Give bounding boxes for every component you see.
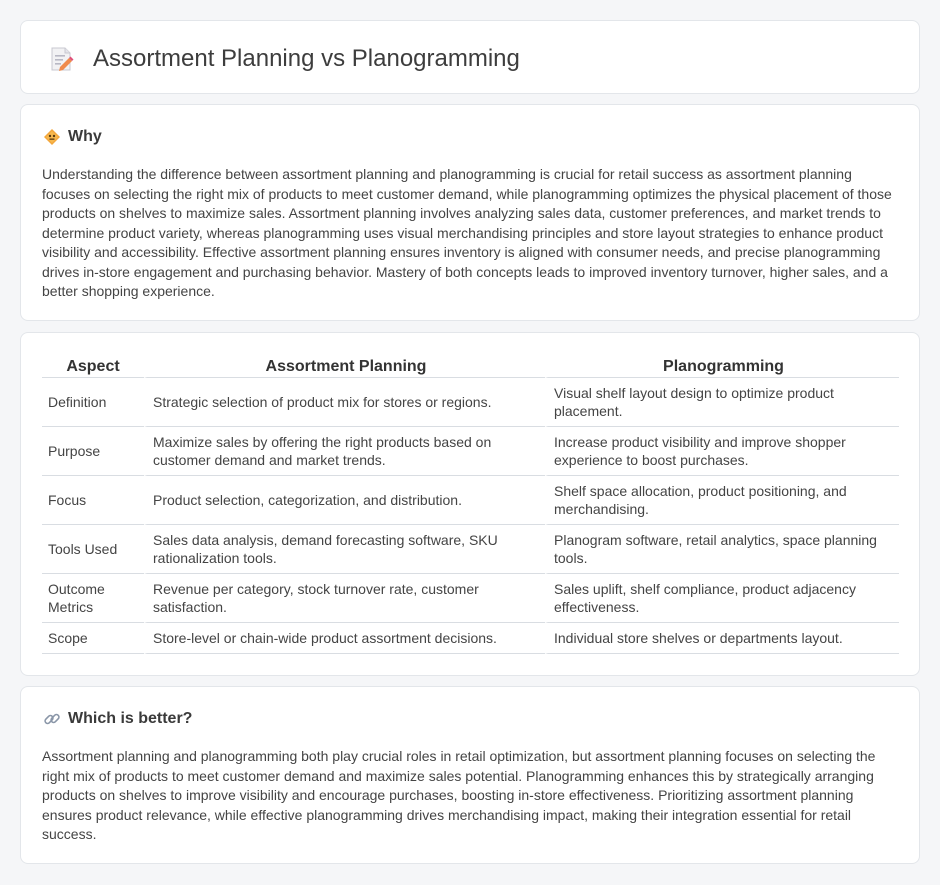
planogram-cell: Visual shelf layout design to optimize product placement. (545, 378, 899, 427)
aspect-cell: Focus (42, 476, 144, 525)
which-is-better-section (20, 686, 920, 864)
aspect-cell: Scope (42, 623, 144, 654)
title-card (20, 20, 920, 94)
table-row (42, 623, 899, 654)
table-row (42, 378, 899, 427)
assortment-cell: Sales data analysis, demand forecasting software, SKU rationalization tools. (144, 525, 545, 574)
title-row (47, 41, 520, 77)
page-title: Assortment Planning vs Planogramming (93, 45, 520, 72)
better-heading-row (43, 707, 192, 731)
table-row (42, 476, 899, 525)
assortment-cell: Revenue per category, stock turnover rate, customer satisfaction. (144, 574, 545, 623)
why-heading-row (43, 125, 102, 149)
comparison-section (20, 332, 920, 676)
aspect-cell: Outcome Metrics (42, 574, 144, 623)
planogram-cell: Individual store shelves or departments layout. (545, 623, 899, 654)
planogram-cell: Sales uplift, shelf compliance, product adjacency effectiveness. (545, 574, 899, 623)
header-aspect: Aspect (42, 351, 144, 378)
why-section (20, 104, 920, 321)
document-edit-icon (47, 45, 75, 73)
table-row (42, 525, 899, 574)
why-text: Understanding the difference between assortment planning and planogramming is crucial for retail success as assortment planning focuses on selecting the right mix of products to meet customer demand, while planogramming optimizes the physical placement of those products on shelves to maximize sales. Assortment planning involves analyzing sales data, customer preferences, and market trends to determine product variety, whereas planogramming uses visual merchandising principles and store layout strategies to enhance product visibility and accessibility. Effective assortment planning ensures inventory is aligned with consumer needs, and precise planogramming drives in-store engagement and purchasing behavior. Mastery of both concepts leads to improved inventory turnover, higher sales, and a better shopping experience. (42, 166, 892, 299)
warning-diamond-icon (43, 128, 61, 146)
table-header-row (42, 351, 899, 378)
header-assortment-planning: Assortment Planning (144, 351, 545, 378)
table-row (42, 427, 899, 476)
assortment-cell: Maximize sales by offering the right products based on customer demand and market trends. (144, 427, 545, 476)
header-planogramming: Planogramming (545, 351, 899, 378)
comparison-table (42, 351, 899, 654)
aspect-cell: Tools Used (42, 525, 144, 574)
better-text: Assortment planning and planogramming both play crucial roles in retail optimization, but assortment planning focuses on selecting the right mix of products to meet customer demand and maximize sales potential. Planogramming enhances this by strategically arranging products on shelves to improve visibility and encourage purchases, boosting in-store effectiveness. Prioritizing assortment planning ensures product relevance, while effective planogramming drives merchandising impact, making their integration essential for retail success. (42, 748, 876, 842)
planogram-cell: Shelf space allocation, product positioning, and merchandising. (545, 476, 899, 525)
link-icon (43, 710, 61, 728)
assortment-cell: Store-level or chain-wide product assortment decisions. (144, 623, 545, 654)
assortment-cell: Strategic selection of product mix for stores or regions. (144, 378, 545, 427)
aspect-cell: Definition (42, 378, 144, 427)
why-heading: Why (68, 128, 102, 145)
better-heading: Which is better? (68, 710, 193, 727)
assortment-cell: Product selection, categorization, and distribution. (144, 476, 545, 525)
planogram-cell: Increase product visibility and improve shopper experience to boost purchases. (545, 427, 899, 476)
table-row (42, 574, 899, 623)
planogram-cell: Planogram software, retail analytics, space planning tools. (545, 525, 899, 574)
aspect-cell: Purpose (42, 427, 144, 476)
